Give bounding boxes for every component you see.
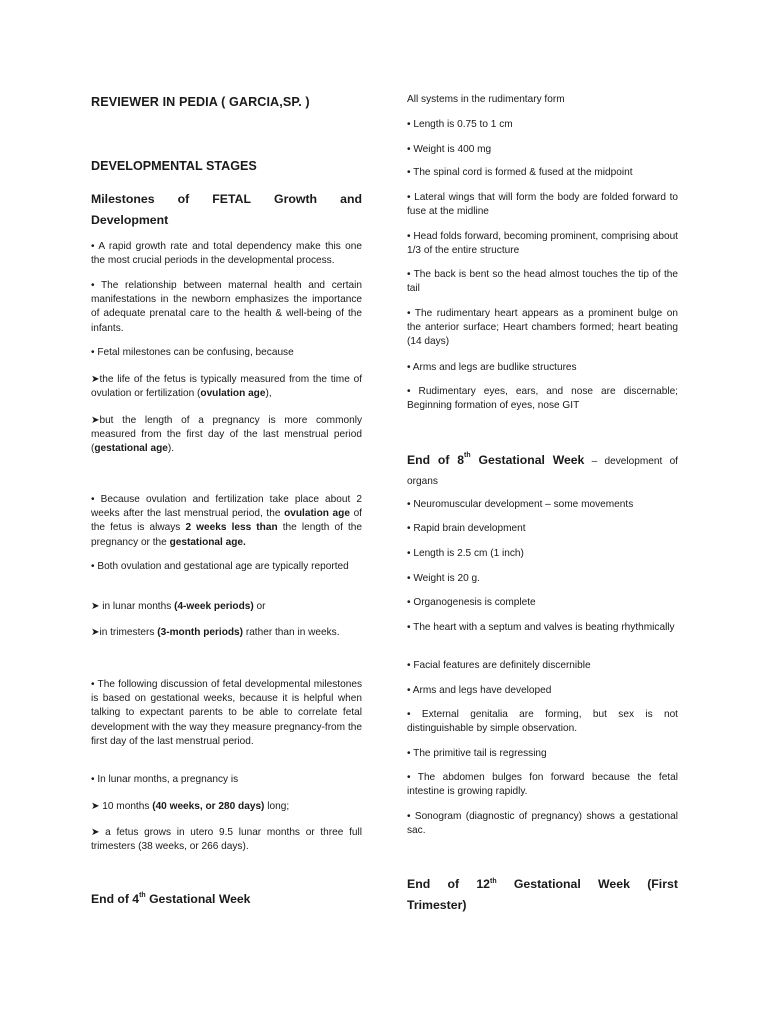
right-item-2: • Rapid brain development	[407, 523, 526, 534]
p6-d: 2 weeks less than	[185, 522, 278, 534]
left-paragraph-3: • Fetal milestones can be confusing, because	[91, 347, 294, 358]
right-paragraph-2: • Length is 0.75 to 1 cm	[407, 119, 513, 130]
p6-f: gestational age.	[169, 536, 246, 548]
right-item-7: • Facial features are definitely discernible	[407, 660, 591, 671]
p8-bold: (4-week periods)	[174, 601, 254, 612]
p4-bold: ovulation age	[200, 388, 266, 400]
left-paragraph-5	[91, 414, 362, 457]
end12-word-4: Gestational	[513, 877, 581, 891]
end8-text: End of 8	[407, 453, 465, 467]
p12-text: ➤ 10 months	[91, 801, 153, 812]
right-item-5: • Organogenesis is complete	[407, 597, 536, 608]
p8-text: ➤ in lunar months	[91, 601, 175, 612]
right-item-10: • The primitive tail is regressing	[407, 748, 547, 759]
p4-text: ➤the life of the fetus is typically measured from the time of ovulation or fertilization (	[91, 374, 362, 400]
end12-word-2: of	[447, 877, 460, 891]
left-paragraph-9	[91, 626, 362, 640]
p6-a: • Because ovulation and fertilization take place about 2 weeks after the last menstrual period, the	[91, 494, 362, 520]
page-title: REVIEWER IN PEDIA ( GARCIA,SP. )	[91, 95, 310, 109]
left-paragraph-1: • A rapid growth rate and total dependency make this one the most crucial periods in the developmental process.	[91, 241, 362, 267]
left-paragraph-8	[91, 600, 362, 614]
end12-number: 12	[476, 877, 490, 891]
right-paragraph-5: • Lateral wings that will form the body are folded forward to fuse at the midline	[407, 192, 678, 218]
right-item-9: • External genitalia are forming, but sex is not distinguishable by simple observation.	[407, 709, 678, 735]
end12-word-6: (First	[647, 877, 678, 891]
p5-end: ).	[167, 443, 175, 455]
right-paragraph-7: • The back is bent so the head almost touches the tip of the tail	[407, 269, 678, 295]
milestones-word-6: Development	[91, 212, 169, 227]
right-item-6: • The heart with a septum and valves is beating rhythmically	[407, 622, 675, 633]
end4-end: Gestational Week	[145, 892, 251, 906]
p5-text: ➤but the length of a pregnancy is more commonly measured from the first day of the last menstrual period (	[91, 415, 362, 455]
end8-sup: th	[464, 452, 471, 459]
right-item-1: • Neuromuscular development – some movements	[407, 499, 634, 510]
right-item-8: • Arms and legs have developed	[407, 685, 552, 696]
end8-end: Gestational Week	[470, 453, 585, 467]
left-paragraph-12	[91, 800, 362, 814]
end4-sup: th	[139, 892, 146, 899]
left-paragraph-2: • The relationship between maternal health and certain manifestations in the newborn emphasizes the importance of adequate prenatal care to the health & well-being of the infants.	[91, 280, 362, 334]
milestones-heading	[91, 189, 362, 230]
p4-end: ),	[265, 388, 272, 400]
end12-word-1: End	[407, 877, 431, 891]
end8-title	[407, 453, 584, 467]
milestones-word-2: of	[177, 192, 190, 206]
end12-word-5: Week	[598, 877, 630, 891]
left-paragraph-10: • The following discussion of fetal developmental milestones is based on gestational weeks, because it is helpful when talking to expectant parents to be able to correlate fetal development with the way they measure pregnancy-from the first day of the last menstrual period.	[91, 679, 362, 747]
right-paragraph-3: • Weight is 400 mg	[407, 144, 492, 155]
right-paragraph-6: • Head folds forward, becoming prominent, comprising about 1/3 of the entire structure	[407, 231, 678, 257]
p12-end: long;	[264, 801, 290, 812]
milestones-word-3: FETAL	[212, 192, 251, 206]
right-paragraph-10: • Rudimentary eyes, ears, and nose are discernable; Beginning formation of eyes, nose GIT	[407, 386, 678, 412]
p6-e: the length of the pregnancy or the	[91, 522, 362, 548]
section-title: DEVELOPMENTAL STAGES	[91, 159, 257, 173]
end12-sup: th	[490, 878, 497, 885]
left-paragraph-13: ➤ a fetus grows in utero 9.5 lunar months or three full trimesters (38 weeks, or 266 days).	[91, 827, 362, 853]
end-12th-week-heading	[407, 874, 678, 916]
p12-bold: (40 weeks, or 280 days)	[152, 801, 265, 812]
left-paragraph-7: • Both ovulation and gestational age are typically reported	[91, 561, 349, 572]
right-item-11: • The abdomen bulges fon forward because the fetal intestine is growing rapidly.	[407, 772, 678, 798]
p9-end: rather than in weeks.	[243, 627, 340, 638]
end-8th-week-heading	[407, 451, 678, 491]
right-item-12: • Sonogram (diagnostic of pregnancy) shows a gestational sac.	[407, 811, 678, 837]
right-item-4: • Weight is 20 g.	[407, 573, 480, 584]
p6-b: ovulation age	[284, 508, 350, 520]
p5-bold: gestational age	[94, 443, 168, 455]
end-4th-week-heading	[91, 891, 250, 907]
p9-text: ➤in trimesters	[91, 627, 158, 638]
end12-word-3	[476, 874, 496, 895]
left-paragraph-6	[91, 493, 362, 550]
right-paragraph-8: • The rudimentary heart appears as a prominent bulge on the anterior surface; Heart chambers formed; heart beating (14 days)	[407, 308, 678, 348]
end4-text: End of 4	[91, 892, 140, 906]
right-item-3: • Length is 2.5 cm (1 inch)	[407, 548, 524, 559]
p8-end: or	[253, 601, 266, 612]
milestones-word-4: Growth	[274, 192, 318, 206]
right-paragraph-4: • The spinal cord is formed & fused at the midpoint	[407, 167, 633, 178]
left-paragraph-11: • In lunar months, a pregnancy is	[91, 774, 239, 785]
right-paragraph-9: • Arms and legs are budlike structures	[407, 362, 577, 373]
end12-word-7: Trimester)	[407, 898, 467, 912]
end8-note: – development of organs	[407, 456, 678, 487]
p9-bold: (3-month periods)	[157, 627, 244, 638]
milestones-word-1: Milestones	[91, 192, 155, 206]
milestones-word-5: and	[340, 192, 362, 206]
left-paragraph-4	[91, 373, 362, 401]
p6-c: of the fetus is always	[91, 508, 362, 534]
right-paragraph-1: All systems in the rudimentary form	[407, 94, 565, 105]
